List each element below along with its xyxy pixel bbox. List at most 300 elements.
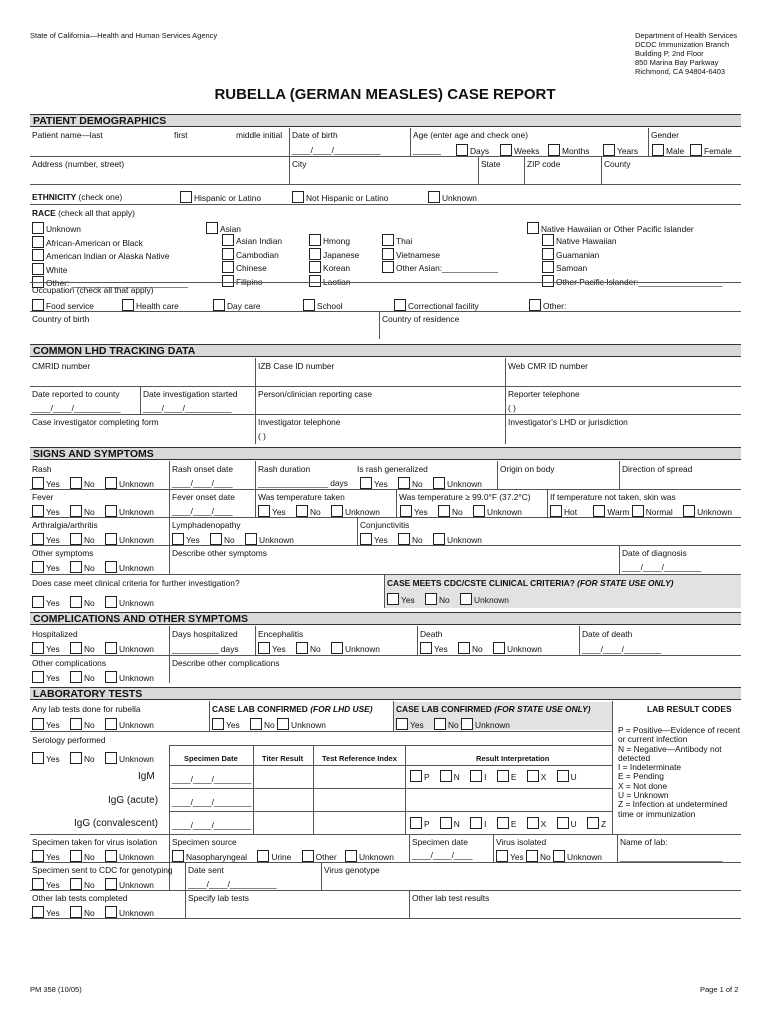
- asian-option[interactable]: Laotian: [309, 275, 359, 289]
- race-option[interactable]: African-American or Black: [32, 236, 188, 250]
- temp-unknown[interactable]: Unknown: [331, 507, 380, 517]
- hosp-yes[interactable]: Yes: [32, 644, 60, 654]
- vi-no[interactable]: No: [526, 852, 551, 862]
- page-title: RUBELLA (GERMAN MEASLES) CASE REPORT: [214, 86, 556, 103]
- occ-food[interactable]: Food service: [32, 299, 94, 311]
- checkbox[interactable]: [303, 299, 315, 311]
- src-naso[interactable]: Nasopharyngeal: [172, 852, 247, 862]
- rash-yes[interactable]: Yes: [32, 479, 60, 489]
- checkbox[interactable]: [398, 477, 410, 489]
- cdc-geno-options: [32, 878, 154, 890]
- checkbox[interactable]: [542, 261, 554, 273]
- occ-health[interactable]: Health care: [122, 299, 179, 311]
- page-number: Page 1 of 2: [700, 985, 739, 994]
- gen-no[interactable]: No: [398, 479, 423, 489]
- death-yes[interactable]: Yes: [420, 644, 448, 654]
- checkbox[interactable]: [70, 642, 82, 654]
- label-lab-name: Name of lab:: [620, 837, 668, 847]
- label-reporting: Person/clinician reporting case: [258, 389, 373, 399]
- enc-unknown[interactable]: Unknown: [331, 644, 380, 654]
- checkbox[interactable]: [32, 505, 44, 517]
- checkbox[interactable]: [105, 752, 117, 764]
- checkbox[interactable]: [32, 222, 44, 234]
- ser-no[interactable]: No: [70, 754, 95, 764]
- checkbox[interactable]: [557, 817, 569, 829]
- generalized-options: [360, 477, 482, 489]
- checkbox[interactable]: [553, 850, 565, 862]
- checkbox[interactable]: [420, 642, 432, 654]
- ol-no[interactable]: No: [70, 908, 95, 918]
- code-line: P = Positive—Evidence of recent or current infection: [618, 725, 741, 745]
- age-months[interactable]: Months: [548, 144, 589, 156]
- checkbox[interactable]: [410, 770, 422, 782]
- checkbox[interactable]: [222, 261, 234, 273]
- cdc-yes[interactable]: Yes: [387, 595, 415, 605]
- nhpi-option[interactable]: Native Hawaiian: [542, 234, 722, 248]
- checkbox[interactable]: [470, 770, 482, 782]
- checkbox[interactable]: [105, 850, 117, 862]
- rash-onset-blank[interactable]: ____/____/____: [172, 478, 233, 488]
- checkbox[interactable]: [32, 299, 44, 311]
- checkbox[interactable]: [105, 642, 117, 654]
- checkbox[interactable]: [212, 718, 224, 730]
- temp-taken-options: [258, 505, 380, 517]
- checkbox[interactable]: [292, 191, 304, 203]
- checkbox[interactable]: [105, 878, 117, 890]
- checkbox[interactable]: [172, 533, 184, 545]
- occ-daycare[interactable]: Day care: [213, 299, 261, 311]
- race-nhpi[interactable]: Native Hawaiian or Other Pacific Islander: [527, 222, 694, 234]
- high-unknown[interactable]: Unknown: [473, 507, 522, 517]
- checkbox[interactable]: [548, 144, 560, 156]
- src-urine[interactable]: Urine: [257, 852, 291, 862]
- age-weeks[interactable]: Weeks: [500, 144, 539, 156]
- checkbox[interactable]: [410, 817, 422, 829]
- label-dob: Date of birth: [292, 130, 338, 140]
- asian-option[interactable]: Vietnamese: [382, 248, 498, 262]
- checkbox[interactable]: [425, 593, 437, 605]
- label-describe-symptoms: Describe other symptoms: [172, 548, 267, 558]
- igm-x[interactable]: X: [527, 772, 547, 782]
- hosp-unknown[interactable]: Unknown: [105, 644, 154, 654]
- checkbox[interactable]: [632, 505, 644, 517]
- checkbox[interactable]: [32, 249, 44, 261]
- iggc-z[interactable]: Z: [587, 819, 606, 829]
- checkbox[interactable]: [456, 144, 468, 156]
- label-gender: Gender: [651, 130, 679, 140]
- checkbox[interactable]: [542, 275, 554, 287]
- checkbox[interactable]: [652, 144, 664, 156]
- checkbox[interactable]: [440, 770, 452, 782]
- race-asian[interactable]: Asian: [206, 222, 241, 234]
- label-other-symptoms: Other symptoms: [32, 548, 94, 558]
- checkbox[interactable]: [105, 561, 117, 573]
- death-no[interactable]: No: [458, 644, 483, 654]
- checkbox[interactable]: [434, 718, 446, 730]
- checkbox[interactable]: [382, 248, 394, 260]
- rash-unknown[interactable]: Unknown: [105, 479, 154, 489]
- rash-duration-blank[interactable]: _______________ days: [258, 478, 348, 488]
- checkbox[interactable]: [438, 505, 450, 517]
- checkbox[interactable]: [32, 477, 44, 489]
- label-spec-source: Specimen source: [172, 837, 237, 847]
- checkbox[interactable]: [32, 263, 44, 275]
- checkbox[interactable]: [526, 850, 538, 862]
- cg-yes[interactable]: Yes: [32, 880, 60, 890]
- label-date-started: Date investigation started: [143, 389, 238, 399]
- race-label: RACE (check all that apply): [32, 208, 135, 218]
- crit-unknown[interactable]: Unknown: [105, 598, 154, 608]
- checkbox[interactable]: [70, 671, 82, 683]
- checkbox[interactable]: [222, 234, 234, 246]
- vs-yes[interactable]: Yes: [32, 852, 60, 862]
- checkbox[interactable]: [105, 906, 117, 918]
- label-country-residence: Country of residence: [382, 314, 460, 324]
- checkbox[interactable]: [32, 642, 44, 654]
- iggc-n[interactable]: N: [440, 819, 460, 829]
- lymph-unknown[interactable]: Unknown: [245, 535, 294, 545]
- checkbox[interactable]: [360, 533, 372, 545]
- checkbox[interactable]: [105, 533, 117, 545]
- date-sent-blank[interactable]: ____/____/__________: [188, 879, 277, 889]
- checkbox[interactable]: [250, 718, 262, 730]
- days-hosp-blank[interactable]: __________ days: [172, 644, 239, 654]
- gen-unknown[interactable]: Unknown: [433, 479, 482, 489]
- checkbox[interactable]: [360, 477, 372, 489]
- state-confirmed-label: CASE LAB CONFIRMED (FOR STATE USE ONLY): [396, 704, 591, 714]
- checkbox[interactable]: [105, 477, 117, 489]
- checkbox[interactable]: [70, 477, 82, 489]
- nhpi-option[interactable]: Samoan: [542, 261, 722, 275]
- checkbox[interactable]: [70, 752, 82, 764]
- lab-codes-title: LAB RESULT CODES: [647, 704, 732, 714]
- checkbox[interactable]: [257, 850, 269, 862]
- eth-hispanic[interactable]: Hispanic or Latino: [180, 191, 261, 203]
- igm-i[interactable]: I: [470, 772, 486, 782]
- enceph-options: [258, 642, 380, 654]
- asian-option[interactable]: Japanese: [309, 248, 359, 262]
- othsym-yes[interactable]: Yes: [32, 563, 60, 573]
- ser-unknown[interactable]: Unknown: [105, 754, 154, 764]
- agency-name: State of California—Health and Human Services Agency: [30, 31, 218, 40]
- checkbox[interactable]: [497, 770, 509, 782]
- asian-option[interactable]: Chinese: [222, 261, 282, 275]
- reporter-phone-blank[interactable]: ( ): [508, 403, 516, 413]
- high-yes[interactable]: Yes: [400, 507, 428, 517]
- cg-no[interactable]: No: [70, 880, 95, 890]
- checkbox[interactable]: [105, 671, 117, 683]
- checkbox[interactable]: [593, 505, 605, 517]
- skin-hot[interactable]: Hot: [550, 507, 577, 517]
- checkbox[interactable]: [245, 533, 257, 545]
- lymph-yes[interactable]: Yes: [172, 535, 200, 545]
- checkbox[interactable]: [210, 533, 222, 545]
- checkbox[interactable]: [470, 817, 482, 829]
- checkbox[interactable]: [529, 299, 541, 311]
- checkbox[interactable]: [309, 234, 321, 246]
- checkbox[interactable]: [32, 596, 44, 608]
- arth-no[interactable]: No: [70, 535, 95, 545]
- checkbox[interactable]: [32, 533, 44, 545]
- checkbox[interactable]: [296, 642, 308, 654]
- date-reported-blank[interactable]: ____/____/__________: [32, 403, 121, 413]
- checkbox[interactable]: [70, 878, 82, 890]
- othsym-no[interactable]: No: [70, 563, 95, 573]
- ol-yes[interactable]: Yes: [32, 908, 60, 918]
- checkbox[interactable]: [302, 850, 314, 862]
- death-unknown[interactable]: Unknown: [493, 644, 542, 654]
- label-igg-acute: IgG (acute): [108, 795, 159, 806]
- conj-yes[interactable]: Yes: [360, 535, 388, 545]
- nhpi-option[interactable]: Other Pacific Islander:__________________: [542, 275, 722, 289]
- occ-other[interactable]: Other:: [529, 299, 566, 311]
- age-days[interactable]: Days: [456, 144, 489, 156]
- igm-n[interactable]: N: [440, 772, 460, 782]
- checkbox[interactable]: [493, 642, 505, 654]
- checkbox[interactable]: [32, 236, 44, 248]
- checkbox[interactable]: [331, 505, 343, 517]
- enc-yes[interactable]: Yes: [258, 644, 286, 654]
- igm-u[interactable]: U: [557, 772, 577, 782]
- conj-unknown[interactable]: Unknown: [433, 535, 482, 545]
- checkbox[interactable]: [309, 261, 321, 273]
- skin-unknown[interactable]: Unknown: [683, 507, 732, 517]
- label-state: State: [481, 159, 501, 169]
- igm-e[interactable]: E: [497, 772, 517, 782]
- checkbox[interactable]: [345, 850, 357, 862]
- label-fever: Fever: [32, 492, 54, 502]
- conj-no[interactable]: No: [398, 535, 423, 545]
- fever-yes[interactable]: Yes: [32, 507, 60, 517]
- iggc-u[interactable]: U: [557, 819, 577, 829]
- spec-date-blank[interactable]: ____/____/____: [412, 850, 473, 860]
- checkbox[interactable]: [433, 533, 445, 545]
- checkbox[interactable]: [277, 718, 289, 730]
- checkbox[interactable]: [70, 596, 82, 608]
- any-no[interactable]: No: [70, 720, 95, 730]
- fever-unknown[interactable]: Unknown: [105, 507, 154, 517]
- label-last-name: Patient name—last: [32, 130, 103, 140]
- checkbox[interactable]: [105, 718, 117, 730]
- checkbox[interactable]: [32, 671, 44, 683]
- checkbox[interactable]: [180, 191, 192, 203]
- diagnosis-blank[interactable]: ____/____/________: [622, 562, 702, 572]
- skin-normal[interactable]: Normal: [632, 507, 673, 517]
- vs-no[interactable]: No: [70, 852, 95, 862]
- checkbox[interactable]: [433, 477, 445, 489]
- oc-no[interactable]: No: [70, 673, 95, 683]
- cdc-unknown[interactable]: Unknown: [460, 595, 509, 605]
- enc-no[interactable]: No: [296, 644, 321, 654]
- checkbox[interactable]: [32, 752, 44, 764]
- cdc-no[interactable]: No: [425, 595, 450, 605]
- checkbox[interactable]: [32, 718, 44, 730]
- checkbox[interactable]: [309, 248, 321, 260]
- checkbox[interactable]: [258, 505, 270, 517]
- race-option[interactable]: White: [32, 263, 188, 277]
- vi-unknown[interactable]: Unknown: [553, 852, 602, 862]
- igg-acute-date[interactable]: ____/____/________: [172, 797, 252, 807]
- checkbox[interactable]: [500, 144, 512, 156]
- checkbox[interactable]: [213, 299, 225, 311]
- checkbox[interactable]: [32, 850, 44, 862]
- checkbox[interactable]: [122, 299, 134, 311]
- asian-option[interactable]: Korean: [309, 261, 359, 275]
- checkbox[interactable]: [206, 222, 218, 234]
- crit-no[interactable]: No: [70, 598, 95, 608]
- asian-option[interactable]: Asian Indian: [222, 234, 282, 248]
- occ-school[interactable]: School: [303, 299, 343, 311]
- section-header-demographics: PATIENT DEMOGRAPHICS: [30, 114, 741, 127]
- checkbox[interactable]: [440, 817, 452, 829]
- igm-p[interactable]: P: [410, 772, 429, 782]
- temp-no[interactable]: No: [296, 507, 321, 517]
- checkbox[interactable]: [394, 299, 406, 311]
- label-lymph: Lymphadenopathy: [172, 520, 241, 530]
- temp-yes[interactable]: Yes: [258, 507, 286, 517]
- src-other[interactable]: Other: [302, 852, 337, 862]
- gen-yes[interactable]: Yes: [360, 479, 388, 489]
- checkbox[interactable]: [398, 533, 410, 545]
- fever-onset-blank[interactable]: ____/____/____: [172, 506, 233, 516]
- ol-unknown[interactable]: Unknown: [105, 908, 154, 918]
- checkbox[interactable]: [382, 261, 394, 273]
- lab-name-blank[interactable]: ______________________: [620, 852, 723, 862]
- checkbox[interactable]: [172, 850, 184, 862]
- dob-blank[interactable]: ____/____/__________: [292, 145, 381, 155]
- death-date-blank[interactable]: ____/____/________: [582, 644, 662, 654]
- arth-yes[interactable]: Yes: [32, 535, 60, 545]
- nhpi-option[interactable]: Guamanian: [542, 248, 722, 262]
- checkbox[interactable]: [542, 248, 554, 260]
- checkbox[interactable]: [460, 593, 472, 605]
- checkbox[interactable]: [428, 191, 440, 203]
- checkbox[interactable]: [222, 275, 234, 287]
- high-no[interactable]: No: [438, 507, 463, 517]
- lhdc-unknown[interactable]: Unknown: [277, 720, 326, 730]
- checkbox[interactable]: [296, 505, 308, 517]
- igg-conv-date[interactable]: ____/____/________: [172, 820, 252, 830]
- checkbox[interactable]: [70, 561, 82, 573]
- checkbox[interactable]: [683, 505, 695, 517]
- checkbox[interactable]: [497, 817, 509, 829]
- igm-date[interactable]: ____/____/________: [172, 774, 252, 784]
- vi-yes[interactable]: Yes: [496, 852, 524, 862]
- asian-option[interactable]: Filipino: [222, 275, 282, 289]
- eth-not-hispanic[interactable]: Not Hispanic or Latino: [292, 191, 388, 203]
- date-started-blank[interactable]: ____/____/__________: [143, 403, 232, 413]
- checkbox[interactable]: [603, 144, 615, 156]
- checkbox[interactable]: [557, 770, 569, 782]
- oc-unknown[interactable]: Unknown: [105, 673, 154, 683]
- hosp-no[interactable]: No: [70, 644, 95, 654]
- any-yes[interactable]: Yes: [32, 720, 60, 730]
- cg-unknown[interactable]: Unknown: [105, 880, 154, 890]
- ser-yes[interactable]: Yes: [32, 754, 60, 764]
- eth-unknown[interactable]: Unknown: [428, 191, 477, 203]
- checkbox[interactable]: [32, 906, 44, 918]
- iggc-e[interactable]: E: [497, 819, 517, 829]
- checkbox[interactable]: [527, 222, 539, 234]
- checkbox[interactable]: [527, 817, 539, 829]
- checkbox[interactable]: [32, 878, 44, 890]
- checkbox[interactable]: [105, 505, 117, 517]
- checkbox[interactable]: [527, 770, 539, 782]
- gender-female[interactable]: Female: [690, 144, 732, 156]
- label-city: City: [292, 159, 307, 169]
- checkbox[interactable]: [690, 144, 702, 156]
- oc-yes[interactable]: Yes: [32, 673, 60, 683]
- lhdc-no[interactable]: No: [250, 720, 275, 730]
- crit-yes[interactable]: Yes: [32, 598, 60, 608]
- skin-warm[interactable]: Warm: [593, 507, 629, 517]
- asian-option[interactable]: Other Asian:____________: [382, 261, 498, 275]
- checkbox[interactable]: [458, 642, 470, 654]
- src-unknown[interactable]: Unknown: [345, 852, 394, 862]
- asian-option[interactable]: Hmong: [309, 234, 359, 248]
- race-option[interactable]: Unknown: [32, 222, 188, 236]
- checkbox[interactable]: [396, 718, 408, 730]
- checkbox[interactable]: [32, 561, 44, 573]
- race-option[interactable]: American Indian or Alaska Native: [32, 249, 188, 263]
- checkbox[interactable]: [496, 850, 508, 862]
- stc-unknown[interactable]: Unknown: [461, 720, 510, 730]
- arth-unknown[interactable]: Unknown: [105, 535, 154, 545]
- asian-option[interactable]: Cambodian: [222, 248, 282, 262]
- checkbox[interactable]: [387, 593, 399, 605]
- age-blank[interactable]: ______: [413, 145, 441, 155]
- iggc-x[interactable]: X: [527, 819, 547, 829]
- checkbox[interactable]: [70, 505, 82, 517]
- checkbox[interactable]: [400, 505, 412, 517]
- occ-correctional[interactable]: Correctional facility: [394, 299, 479, 311]
- inv-phone-blank[interactable]: ( ): [258, 431, 266, 441]
- checkbox[interactable]: [587, 817, 599, 829]
- checkbox[interactable]: [550, 505, 562, 517]
- checkbox[interactable]: [258, 642, 270, 654]
- checkbox[interactable]: [70, 906, 82, 918]
- fever-no[interactable]: No: [70, 507, 95, 517]
- rash-no[interactable]: No: [70, 479, 95, 489]
- checkbox[interactable]: [542, 234, 554, 246]
- lhdc-yes[interactable]: Yes: [212, 720, 240, 730]
- checkbox[interactable]: [222, 248, 234, 260]
- checkbox[interactable]: [382, 234, 394, 246]
- lymph-no[interactable]: No: [210, 535, 235, 545]
- checkbox[interactable]: [331, 642, 343, 654]
- gender-male[interactable]: Male: [652, 144, 684, 156]
- checkbox[interactable]: [461, 718, 473, 730]
- checkbox[interactable]: [473, 505, 485, 517]
- age-years[interactable]: Years: [603, 144, 638, 156]
- vs-unknown[interactable]: Unknown: [105, 852, 154, 862]
- asian-option[interactable]: Thai: [382, 234, 498, 248]
- lymph-options: [172, 533, 294, 545]
- any-unknown[interactable]: Unknown: [105, 720, 154, 730]
- checkbox[interactable]: [70, 850, 82, 862]
- iggc-i[interactable]: I: [470, 819, 486, 829]
- checkbox[interactable]: [309, 275, 321, 287]
- checkbox[interactable]: [70, 718, 82, 730]
- othsym-unknown[interactable]: Unknown: [105, 563, 154, 573]
- race-option[interactable]: Other: _________________________: [32, 276, 188, 290]
- checkbox[interactable]: [70, 533, 82, 545]
- stc-yes[interactable]: Yes: [396, 720, 424, 730]
- iggc-p[interactable]: P: [410, 819, 429, 829]
- stc-no[interactable]: No: [434, 720, 459, 730]
- checkbox[interactable]: [105, 596, 117, 608]
- skin-options: [550, 505, 732, 517]
